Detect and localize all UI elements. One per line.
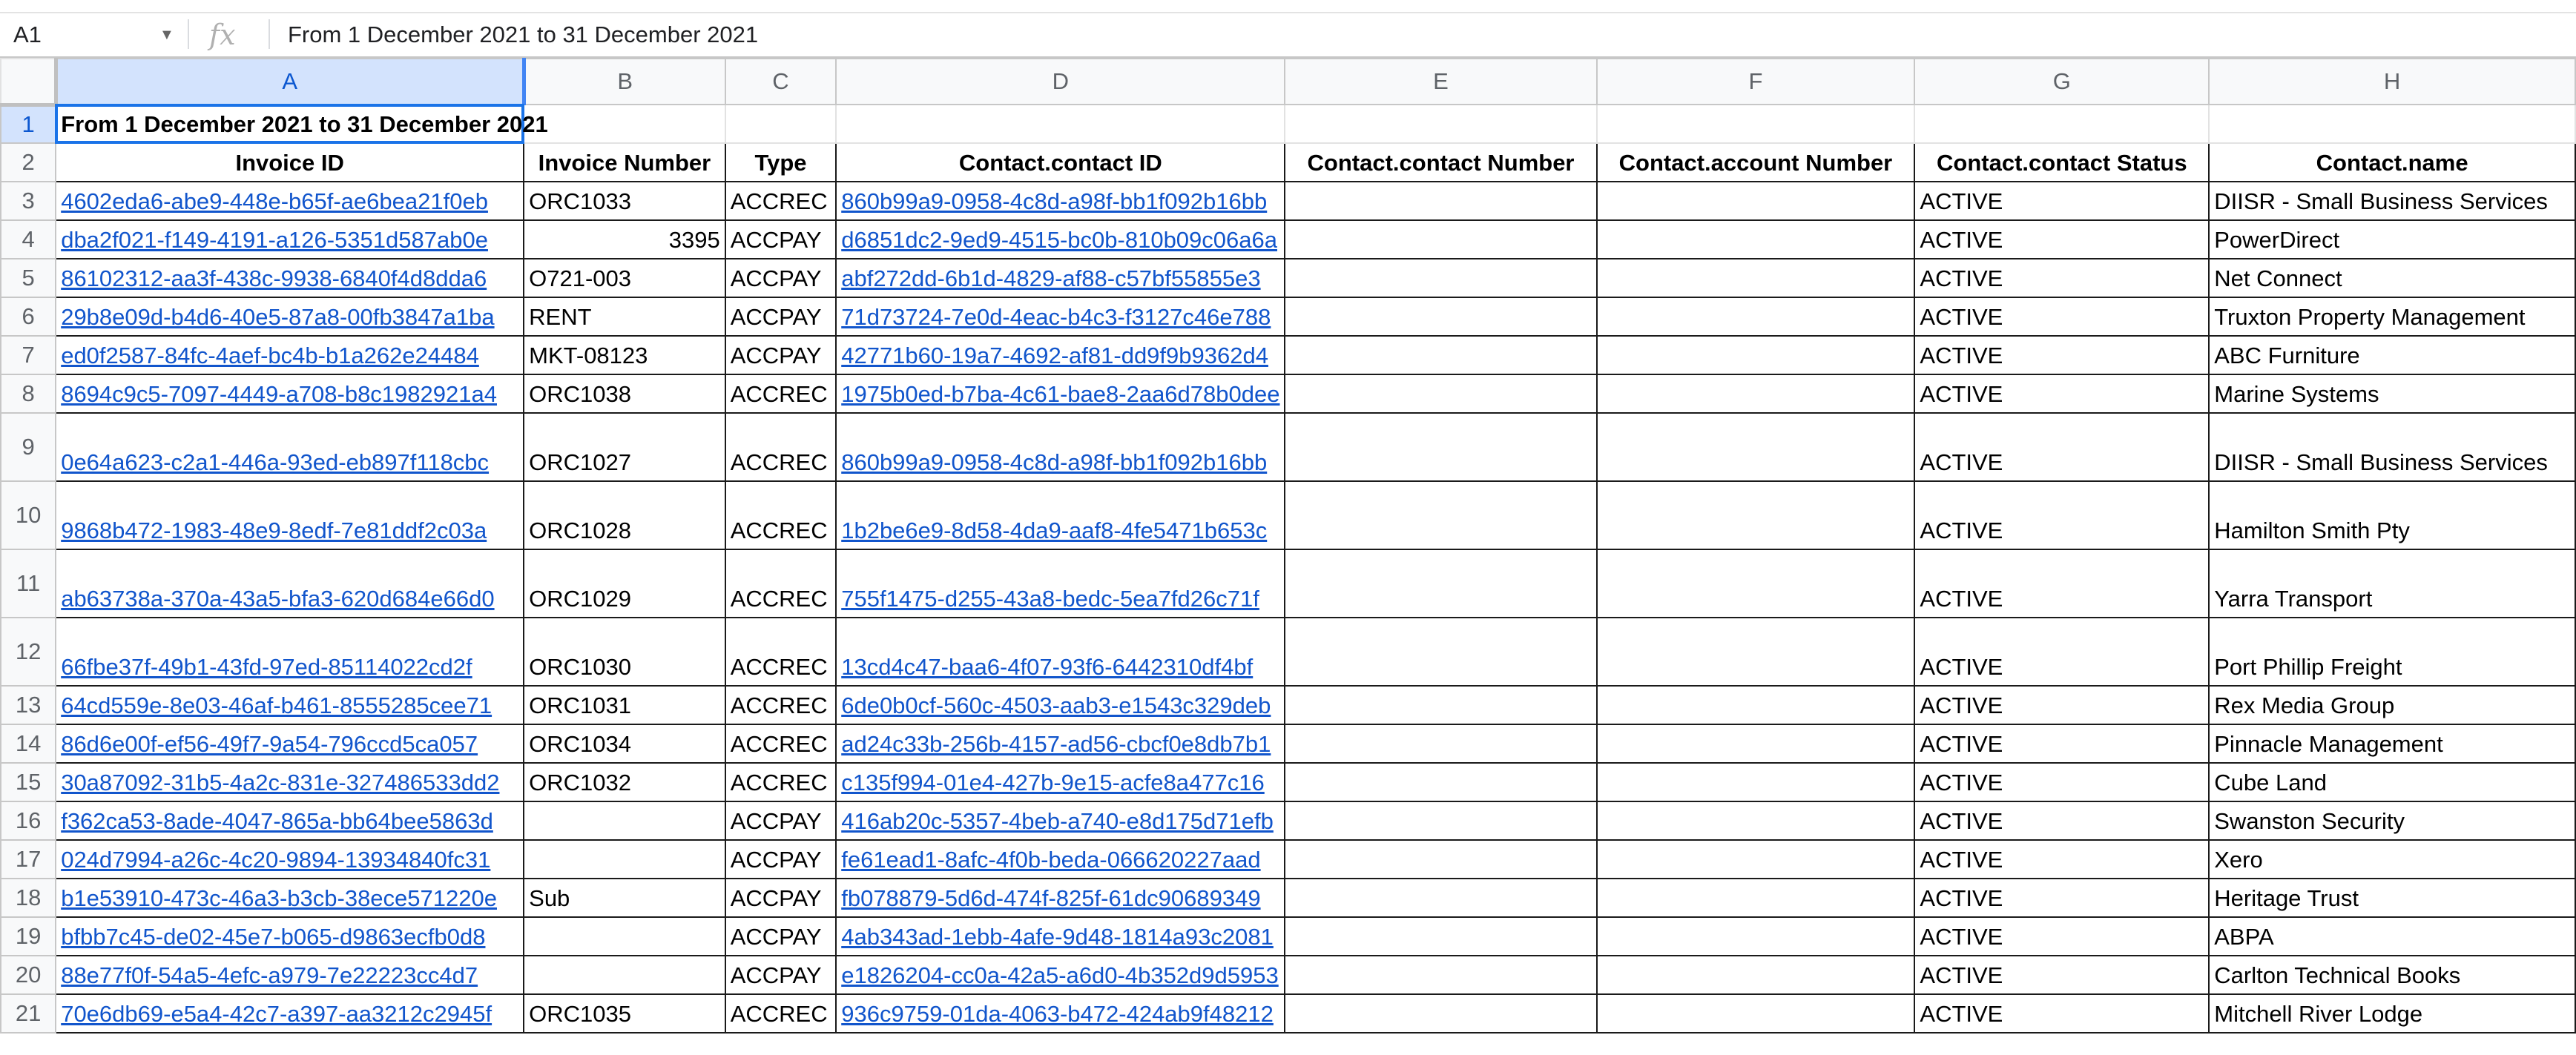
- account-number-cell[interactable]: [1597, 686, 1915, 724]
- account-number-cell[interactable]: [1597, 549, 1915, 618]
- contact-number-cell[interactable]: [1285, 374, 1596, 413]
- contact-status-cell[interactable]: ACTIVE: [1914, 879, 2209, 917]
- row-header[interactable]: 9: [1, 413, 56, 481]
- type-cell[interactable]: ACCPAY: [725, 220, 837, 259]
- row-header[interactable]: 4: [1, 220, 56, 259]
- row-header[interactable]: 13: [1, 686, 56, 724]
- contact-number-cell[interactable]: [1285, 801, 1596, 840]
- invoice-number-cell[interactable]: [524, 956, 725, 994]
- account-number-cell[interactable]: [1597, 618, 1915, 686]
- header-contact-id[interactable]: Contact.contact ID: [836, 143, 1285, 182]
- column-header-f[interactable]: F: [1597, 59, 1915, 105]
- header-invoice-number[interactable]: Invoice Number: [524, 143, 725, 182]
- contact-status-cell[interactable]: ACTIVE: [1914, 763, 2209, 801]
- contact-name-cell[interactable]: Yarra Transport: [2209, 549, 2575, 618]
- contact-status-cell[interactable]: ACTIVE: [1914, 336, 2209, 374]
- select-all-corner[interactable]: [1, 59, 56, 105]
- contact-id-link[interactable]: 416ab20c-5357-4beb-a740-e8d175d71efb: [836, 801, 1285, 840]
- account-number-cell[interactable]: [1597, 763, 1915, 801]
- contact-status-cell[interactable]: ACTIVE: [1914, 549, 2209, 618]
- cell[interactable]: [1285, 105, 1596, 143]
- contact-number-cell[interactable]: [1285, 917, 1596, 956]
- invoice-id-link[interactable]: 86d6e00f-ef56-49f7-9a54-796ccd5ca057: [56, 724, 524, 763]
- contact-id-link[interactable]: 13cd4c47-baa6-4f07-93f6-6442310df4bf: [836, 618, 1285, 686]
- table-row: [1, 879, 2575, 917]
- invoice-number-cell[interactable]: ORC1031: [524, 686, 725, 724]
- row-header[interactable]: 18: [1, 879, 56, 917]
- invoice-id-link[interactable]: 70e6db69-e5a4-42c7-a397-aa3212c2945f: [56, 994, 524, 1033]
- row-header[interactable]: 8: [1, 374, 56, 413]
- type-cell[interactable]: ACCREC: [725, 413, 837, 481]
- contact-id-link[interactable]: 936c9759-01da-4063-b472-424ab9f48212: [836, 994, 1285, 1033]
- divider: [188, 19, 189, 49]
- row-header[interactable]: 14: [1, 724, 56, 763]
- type-cell[interactable]: ACCREC: [725, 481, 837, 549]
- contact-name-cell[interactable]: Net Connect: [2209, 259, 2575, 297]
- contact-id-link[interactable]: ad24c33b-256b-4157-ad56-cbcf0e8db7b1: [836, 724, 1285, 763]
- header-contact-number[interactable]: Contact.contact Number: [1285, 143, 1596, 182]
- formula-bar: [0, 0, 2576, 58]
- contact-number-cell[interactable]: [1285, 481, 1596, 549]
- table-row: [1, 182, 2575, 220]
- contact-id-link[interactable]: 1b2be6e9-8d58-4da9-aaf8-4fe5471b653c: [836, 481, 1285, 549]
- cell[interactable]: [1597, 105, 1915, 143]
- type-cell[interactable]: ACCPAY: [725, 297, 837, 336]
- contact-id-link[interactable]: abf272dd-6b1d-4829-af88-c57bf55855e3: [836, 259, 1285, 297]
- type-cell[interactable]: ACCPAY: [725, 336, 837, 374]
- contact-name-cell[interactable]: Mitchell River Lodge: [2209, 994, 2575, 1033]
- invoice-number-cell[interactable]: O721-003: [524, 259, 725, 297]
- invoice-number-cell[interactable]: ORC1034: [524, 724, 725, 763]
- account-number-cell[interactable]: [1597, 724, 1915, 763]
- table-row: [1, 259, 2575, 297]
- row-header[interactable]: 7: [1, 336, 56, 374]
- contact-status-cell[interactable]: ACTIVE: [1914, 801, 2209, 840]
- account-number-cell[interactable]: [1597, 481, 1915, 549]
- invoice-id-link[interactable]: 9868b472-1983-48e9-8edf-7e81ddf2c03a: [56, 481, 524, 549]
- account-number-cell[interactable]: [1597, 336, 1915, 374]
- type-cell[interactable]: ACCPAY: [725, 956, 837, 994]
- row-header[interactable]: 5: [1, 259, 56, 297]
- contact-name-cell[interactable]: Xero: [2209, 840, 2575, 879]
- header-row: [1, 143, 2575, 182]
- row-header[interactable]: 2: [1, 143, 56, 182]
- table-row: [1, 917, 2575, 956]
- invoice-number-cell[interactable]: ORC1033: [524, 182, 725, 220]
- contact-name-cell[interactable]: Marine Systems: [2209, 374, 2575, 413]
- contact-id-link[interactable]: c135f994-01e4-427b-9e15-acfe8a477c16: [836, 763, 1285, 801]
- contact-number-cell[interactable]: [1285, 297, 1596, 336]
- contact-status-cell[interactable]: ACTIVE: [1914, 413, 2209, 481]
- invoice-number-cell[interactable]: Sub: [524, 879, 725, 917]
- column-header-b[interactable]: B: [524, 59, 725, 105]
- type-cell[interactable]: ACCPAY: [725, 840, 837, 879]
- row-header[interactable]: 11: [1, 549, 56, 618]
- row-header[interactable]: 20: [1, 956, 56, 994]
- type-cell[interactable]: ACCREC: [725, 182, 837, 220]
- column-header-d[interactable]: D: [836, 59, 1285, 105]
- contact-status-cell[interactable]: ACTIVE: [1914, 840, 2209, 879]
- row-header[interactable]: 6: [1, 297, 56, 336]
- type-cell[interactable]: ACCREC: [725, 763, 837, 801]
- contact-status-cell[interactable]: ACTIVE: [1914, 297, 2209, 336]
- type-cell[interactable]: ACCPAY: [725, 917, 837, 956]
- column-header-h[interactable]: H: [2209, 59, 2575, 105]
- contact-id-link[interactable]: 71d73724-7e0d-4eac-b4c3-f3127c46e788: [836, 297, 1285, 336]
- contact-number-cell[interactable]: [1285, 994, 1596, 1033]
- account-number-cell[interactable]: [1597, 297, 1915, 336]
- column-header-c[interactable]: C: [725, 59, 837, 105]
- contact-number-cell[interactable]: [1285, 840, 1596, 879]
- contact-id-link[interactable]: e1826204-cc0a-42a5-a6d0-4b352d9d5953: [836, 956, 1285, 994]
- contact-status-cell[interactable]: ACTIVE: [1914, 220, 2209, 259]
- contact-name-cell[interactable]: Cube Land: [2209, 763, 2575, 801]
- contact-status-cell[interactable]: ACTIVE: [1914, 686, 2209, 724]
- invoice-number-cell[interactable]: ORC1030: [524, 618, 725, 686]
- invoice-id-link[interactable]: 64cd559e-8e03-46af-b461-8555285cee71: [56, 686, 524, 724]
- cell[interactable]: [836, 105, 1285, 143]
- invoice-number-cell[interactable]: ORC1035: [524, 994, 725, 1033]
- contact-name-cell[interactable]: Heritage Trust: [2209, 879, 2575, 917]
- contact-name-cell[interactable]: Port Phillip Freight: [2209, 618, 2575, 686]
- contact-name-cell[interactable]: Truxton Property Management: [2209, 297, 2575, 336]
- row-header[interactable]: 3: [1, 182, 56, 220]
- table-row: [1, 220, 2575, 259]
- account-number-cell[interactable]: [1597, 413, 1915, 481]
- header-invoice-id[interactable]: Invoice ID: [56, 143, 524, 182]
- row-header[interactable]: 19: [1, 917, 56, 956]
- invoice-id-link[interactable]: f362ca53-8ade-4047-865a-bb64bee5863d: [56, 801, 524, 840]
- type-cell[interactable]: ACCREC: [725, 686, 837, 724]
- table-row: [1, 618, 2575, 686]
- name-box-ref: A1: [13, 22, 42, 47]
- table-row: [1, 994, 2575, 1033]
- invoice-number-cell[interactable]: ORC1032: [524, 763, 725, 801]
- invoice-id-link[interactable]: 0e64a623-c2a1-446a-93ed-eb897f118cbc: [56, 413, 524, 481]
- header-contact-status[interactable]: Contact.contact Status: [1914, 143, 2209, 182]
- contact-name-cell[interactable]: PowerDirect: [2209, 220, 2575, 259]
- type-cell[interactable]: ACCREC: [725, 994, 837, 1033]
- column-header-a[interactable]: A: [56, 59, 524, 105]
- row-header[interactable]: 16: [1, 801, 56, 840]
- account-number-cell[interactable]: [1597, 259, 1915, 297]
- contact-name-cell[interactable]: ABC Furniture: [2209, 336, 2575, 374]
- account-number-cell[interactable]: [1597, 956, 1915, 994]
- invoice-number-cell[interactable]: ORC1027: [524, 413, 725, 481]
- contact-id-link[interactable]: 1975b0ed-b7ba-4c61-bae8-2aa6d78b0dee: [836, 374, 1285, 413]
- invoice-number-cell[interactable]: ORC1038: [524, 374, 725, 413]
- account-number-cell[interactable]: [1597, 801, 1915, 840]
- invoice-number-cell[interactable]: [524, 917, 725, 956]
- account-number-cell[interactable]: [1597, 374, 1915, 413]
- table-row: [1, 840, 2575, 879]
- cell[interactable]: [2209, 105, 2575, 143]
- contact-number-cell[interactable]: [1285, 259, 1596, 297]
- account-number-cell[interactable]: [1597, 840, 1915, 879]
- invoice-id-link[interactable]: b1e53910-473c-46a3-b3cb-38ece571220e: [56, 879, 524, 917]
- contact-id-link[interactable]: 860b99a9-0958-4c8d-a98f-bb1f092b16bb: [836, 413, 1285, 481]
- divider: [269, 19, 270, 49]
- contact-number-cell[interactable]: [1285, 220, 1596, 259]
- account-number-cell[interactable]: [1597, 220, 1915, 259]
- contact-name-cell[interactable]: Pinnacle Management: [2209, 724, 2575, 763]
- caret-down-icon[interactable]: ▼: [159, 27, 174, 43]
- table-row: [1, 801, 2575, 840]
- header-type[interactable]: Type: [725, 143, 837, 182]
- contact-id-link[interactable]: fb078879-5d6d-474f-825f-61dc90689349: [836, 879, 1285, 917]
- type-cell[interactable]: ACCREC: [725, 618, 837, 686]
- invoice-number-cell[interactable]: [524, 801, 725, 840]
- contact-status-cell[interactable]: ACTIVE: [1914, 956, 2209, 994]
- header-contact-name[interactable]: Contact.name: [2209, 143, 2575, 182]
- invoice-number-cell[interactable]: [524, 840, 725, 879]
- table-row: [1, 297, 2575, 336]
- contact-number-cell[interactable]: [1285, 879, 1596, 917]
- invoice-id-link[interactable]: 8694c9c5-7097-4449-a708-b8c1982921a4: [56, 374, 524, 413]
- type-cell[interactable]: ACCREC: [725, 724, 837, 763]
- table-row: [1, 481, 2575, 549]
- table-row: [1, 956, 2575, 994]
- contact-status-cell[interactable]: ACTIVE: [1914, 259, 2209, 297]
- cell[interactable]: [725, 105, 837, 143]
- formula-input[interactable]: From 1 December 2021 to 31 December 2021: [288, 22, 759, 47]
- contact-name-cell[interactable]: Hamilton Smith Pty: [2209, 481, 2575, 549]
- invoice-number-cell[interactable]: MKT-08123: [524, 336, 725, 374]
- row-header[interactable]: 10: [1, 481, 56, 549]
- type-cell[interactable]: ACCPAY: [725, 801, 837, 840]
- sheet-grid: [0, 58, 2576, 1033]
- contact-number-cell[interactable]: [1285, 724, 1596, 763]
- table-row: [1, 413, 2575, 481]
- contact-status-cell[interactable]: ACTIVE: [1914, 917, 2209, 956]
- row-header[interactable]: 1: [1, 105, 56, 143]
- invoice-number-cell[interactable]: ORC1028: [524, 481, 725, 549]
- account-number-cell[interactable]: [1597, 994, 1915, 1033]
- invoice-id-link[interactable]: dba2f021-f149-4191-a126-5351d587ab0e: [56, 220, 524, 259]
- invoice-id-link[interactable]: 4602eda6-abe9-448e-b65f-ae6bea21f0eb: [56, 182, 524, 220]
- table-row: [1, 686, 2575, 724]
- contact-name-cell[interactable]: ABPA: [2209, 917, 2575, 956]
- contact-id-link[interactable]: fe61ead1-8afc-4f0b-beda-066620227aad: [836, 840, 1285, 879]
- row-header[interactable]: 17: [1, 840, 56, 879]
- contact-id-link[interactable]: 6de0b0cf-560c-4503-aab3-e1543c329deb: [836, 686, 1285, 724]
- contact-status-cell[interactable]: ACTIVE: [1914, 481, 2209, 549]
- contact-number-cell[interactable]: [1285, 618, 1596, 686]
- cell[interactable]: [1914, 105, 2209, 143]
- invoice-id-link[interactable]: 29b8e09d-b4d6-40e5-87a8-00fb3847a1ba: [56, 297, 524, 336]
- contact-name-cell[interactable]: Rex Media Group: [2209, 686, 2575, 724]
- type-cell[interactable]: ACCREC: [725, 549, 837, 618]
- report-title: From 1 December 2021 to 31 December 2021: [61, 111, 548, 137]
- account-number-cell[interactable]: [1597, 182, 1915, 220]
- table-row: [1, 336, 2575, 374]
- name-box[interactable]: [0, 13, 185, 56]
- contact-number-cell[interactable]: [1285, 182, 1596, 220]
- header-account-number[interactable]: Contact.account Number: [1597, 143, 1915, 182]
- contact-status-cell[interactable]: ACTIVE: [1914, 724, 2209, 763]
- row-header[interactable]: 12: [1, 618, 56, 686]
- contact-status-cell[interactable]: ACTIVE: [1914, 182, 2209, 220]
- contact-number-cell[interactable]: [1285, 549, 1596, 618]
- contact-status-cell[interactable]: ACTIVE: [1914, 994, 2209, 1033]
- invoice-id-link[interactable]: ab63738a-370a-43a5-bfa3-620d684e66d0: [56, 549, 524, 618]
- title-cell[interactable]: [56, 105, 548, 143]
- invoice-id-link[interactable]: 88e77f0f-54a5-4efc-a979-7e22223cc4d7: [56, 956, 524, 994]
- account-number-cell[interactable]: [1597, 879, 1915, 917]
- invoice-id-link[interactable]: bfbb7c45-de02-45e7-b065-d9863ecfb0d8: [56, 917, 524, 956]
- contact-id-link[interactable]: 4ab343ad-1ebb-4afe-9d48-1814a93c2081: [836, 917, 1285, 956]
- contact-status-cell[interactable]: ACTIVE: [1914, 374, 2209, 413]
- contact-name-cell[interactable]: DIISR - Small Business Services: [2209, 182, 2575, 220]
- invoice-id-link[interactable]: ed0f2587-84fc-4aef-bc4b-b1a262e24484: [56, 336, 524, 374]
- contact-number-cell[interactable]: [1285, 686, 1596, 724]
- type-cell[interactable]: ACCPAY: [725, 259, 837, 297]
- invoice-number-cell[interactable]: ORC1029: [524, 549, 725, 618]
- contact-id-link[interactable]: 860b99a9-0958-4c8d-a98f-bb1f092b16bb: [836, 182, 1285, 220]
- type-cell[interactable]: ACCPAY: [725, 879, 837, 917]
- table-row: [1, 549, 2575, 618]
- contact-id-link[interactable]: 42771b60-19a7-4692-af81-dd9f9b9362d4: [836, 336, 1285, 374]
- fx-icon: fx: [209, 19, 236, 51]
- column-header-e[interactable]: E: [1285, 59, 1596, 105]
- invoice-number-cell[interactable]: RENT: [524, 297, 725, 336]
- type-cell[interactable]: ACCREC: [725, 374, 837, 413]
- contact-id-link[interactable]: 755f1475-d255-43a8-bedc-5ea7fd26c71f: [836, 549, 1285, 618]
- account-number-cell[interactable]: [1597, 917, 1915, 956]
- contact-name-cell[interactable]: DIISR - Small Business Services: [2209, 413, 2575, 481]
- contact-name-cell[interactable]: Carlton Technical Books: [2209, 956, 2575, 994]
- table-row: [1, 374, 2575, 413]
- table-row: [1, 724, 2575, 763]
- invoice-number-cell[interactable]: 3395: [524, 220, 725, 259]
- row-header[interactable]: 15: [1, 763, 56, 801]
- invoice-id-link[interactable]: 30a87092-31b5-4a2c-831e-327486533dd2: [56, 763, 524, 801]
- invoice-id-link[interactable]: 86102312-aa3f-438c-9938-6840f4d8dda6: [56, 259, 524, 297]
- invoice-id-link[interactable]: 66fbe37f-49b1-43fd-97ed-85114022cd2f: [56, 618, 524, 686]
- invoice-id-link[interactable]: 024d7994-a26c-4c20-9894-13934840fc31: [56, 840, 524, 879]
- contact-status-cell[interactable]: ACTIVE: [1914, 618, 2209, 686]
- cell[interactable]: [524, 105, 725, 143]
- contact-number-cell[interactable]: [1285, 413, 1596, 481]
- toolbar-edge: [0, 0, 2576, 13]
- column-header-g[interactable]: G: [1914, 59, 2209, 105]
- row-header[interactable]: 21: [1, 994, 56, 1033]
- contact-number-cell[interactable]: [1285, 763, 1596, 801]
- contact-id-link[interactable]: d6851dc2-9ed9-4515-bc0b-810b09c06a6a: [836, 220, 1285, 259]
- contact-name-cell[interactable]: Swanston Security: [2209, 801, 2575, 840]
- sheet-row: [1, 105, 2575, 143]
- table-row: [1, 763, 2575, 801]
- contact-number-cell[interactable]: [1285, 956, 1596, 994]
- contact-number-cell[interactable]: [1285, 336, 1596, 374]
